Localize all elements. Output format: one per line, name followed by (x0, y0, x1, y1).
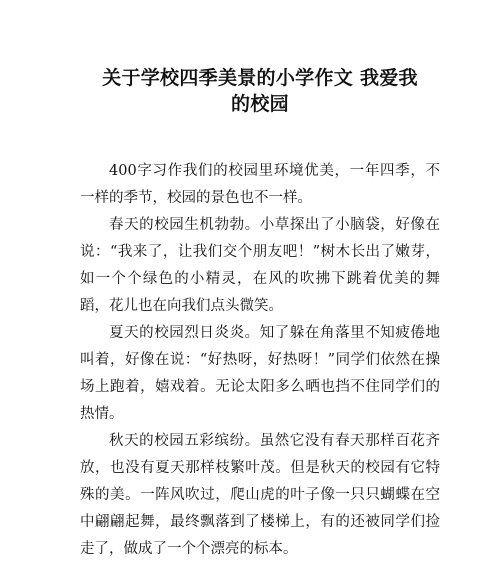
document-body (80, 158, 440, 563)
title-line-1: 关于学校四季美景的小学作文 我爱我 (102, 67, 418, 89)
document-title (80, 65, 440, 117)
title-line-2: 的校园 (231, 93, 289, 115)
paragraph-autumn: 秋天的校园五彩缤纷。虽然它没有春天那样百花齐放，也没有夏天那样枝繁叶茂。但是秋天的校园有它特殊的美。一阵风吹过，爬山虎的叶子像一只只蝴蝶在空中翩翩起舞，最终飘落到了楼梯上，有的还被同学们捡走了，做成了一个个漂亮的标本。 (80, 433, 440, 557)
paragraph-spring: 春天的校园生机勃勃。小草探出了小脑袋，好像在说：“我来了，让我们交个朋友吧！”树木长出了嫩芽，如一个个绿色的小精灵，在风的吹拂下跳着优美的舞蹈，花儿也在向我们点头微笑。 (80, 217, 440, 314)
paragraph-intro: 400字习作我们的校园里环境优美，一年四季，不一样的季节，校园的景色也不一样。 (80, 163, 440, 206)
paragraph-summer: 夏天的校园烈日炎炎。知了躲在角落里不知疲倦地叫着，好像在说：“好热呀，好热呀！”同学们依然在操场上跑着，嬉戏着。无论太阳多么晒也挡不住同学们的热情。 (80, 325, 440, 422)
